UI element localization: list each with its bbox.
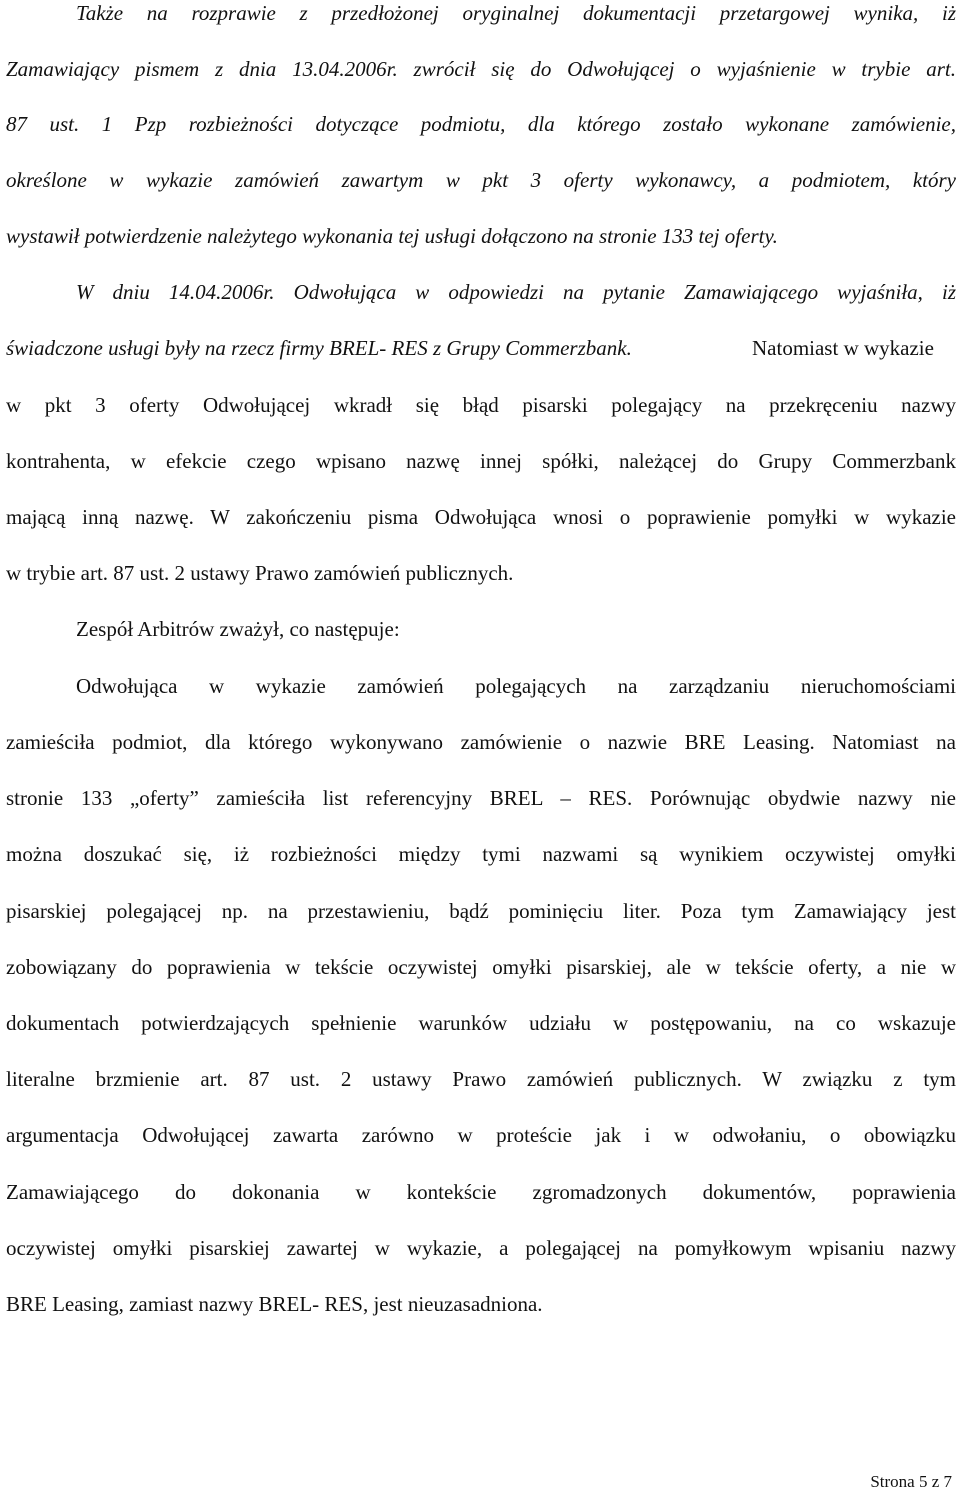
text-line: Natomiast w wykazie	[752, 336, 934, 360]
text-line: oczywistej omyłki pisarskiej zawartej w wykazie, a polegającej na pomyłkowym wpisaniu nazwy	[6, 1236, 956, 1260]
text-line: W dniu 14.04.2006r. Odwołująca w odpowiedzi na pytanie Zamawiającego wyjaśniła, iż	[76, 280, 956, 304]
section-heading: Zespół Arbitrów zważył, co następuje:	[76, 617, 400, 641]
text-line: pisarskiej polegającej np. na przestawieniu, bądź pominięciu liter. Poza tym Zamawiający jest	[6, 899, 956, 923]
text-line: BRE Leasing, zamiast nazwy BREL- RES, jest nieuzasadniona.	[6, 1292, 543, 1316]
page-number: Strona 5 z 7	[870, 1472, 952, 1491]
text-line: zobowiązany do poprawienia w tekście oczywistej omyłki pisarskiej, ale w tekście oferty, a nie w	[6, 955, 956, 979]
text-line: dokumentach potwierdzających spełnienie warunków udziału w postępowaniu, na co wskazuje	[6, 1011, 956, 1035]
text-line: zamieściła podmiot, dla którego wykonywano zamówienie o nazwie BRE Leasing. Natomiast na	[6, 730, 956, 754]
text-line: Zamawiającego do dokonania w kontekście zgromadzonych dokumentów, poprawienia	[6, 1180, 956, 1204]
text-line: literalne brzmienie art. 87 ust. 2 ustawy Prawo zamówień publicznych. W związku z tym	[6, 1067, 956, 1091]
text-line: świadczone usługi były na rzecz firmy BREL- RES z Grupy Commerzbank.	[6, 336, 632, 360]
text-line: w pkt 3 oferty Odwołującej wkradł się błąd pisarski polegający na przekręceniu nazwy	[6, 393, 956, 417]
text-line: określone w wykazie zamówień zawartym w pkt 3 oferty wykonawcy, a podmiotem, który	[6, 168, 956, 192]
text-line: Także na rozprawie z przedłożonej oryginalnej dokumentacji przetargowej wynika, iż	[76, 1, 956, 25]
text-line: wystawił potwierdzenie należytego wykonania tej usługi dołączono na stronie 133 tej oferty.	[6, 224, 778, 248]
text-line: Odwołująca w wykazie zamówień polegających na zarządzaniu nieruchomościami	[76, 674, 956, 698]
text-line: Zamawiający pismem z dnia 13.04.2006r. zwrócił się do Odwołującej o wyjaśnienie w trybie art.	[6, 57, 956, 81]
text-line: 87 ust. 1 Pzp rozbieżności dotyczące podmiotu, dla którego zostało wykonane zamówienie,	[6, 112, 956, 136]
text-line: w trybie art. 87 ust. 2 ustawy Prawo zamówień publicznych.	[6, 561, 514, 585]
text-line: stronie 133 „oferty” zamieściła list referencyjny BREL – RES. Porównując obydwie nazwy nie	[6, 786, 956, 810]
text-line: można doszukać się, iż rozbieżności między tymi nazwami są wynikiem oczywistej omyłki	[6, 842, 956, 866]
text-line: argumentacja Odwołującej zawarta zarówno w proteście jak i w odwołaniu, o obowiązku	[6, 1123, 956, 1147]
text-line: mającą inną nazwę. W zakończeniu pisma Odwołująca wnosi o poprawienie pomyłki w wykazie	[6, 505, 956, 529]
text-line: kontrahenta, w efekcie czego wpisano nazwę innej spółki, należącej do Grupy Commerzbank	[6, 449, 956, 473]
